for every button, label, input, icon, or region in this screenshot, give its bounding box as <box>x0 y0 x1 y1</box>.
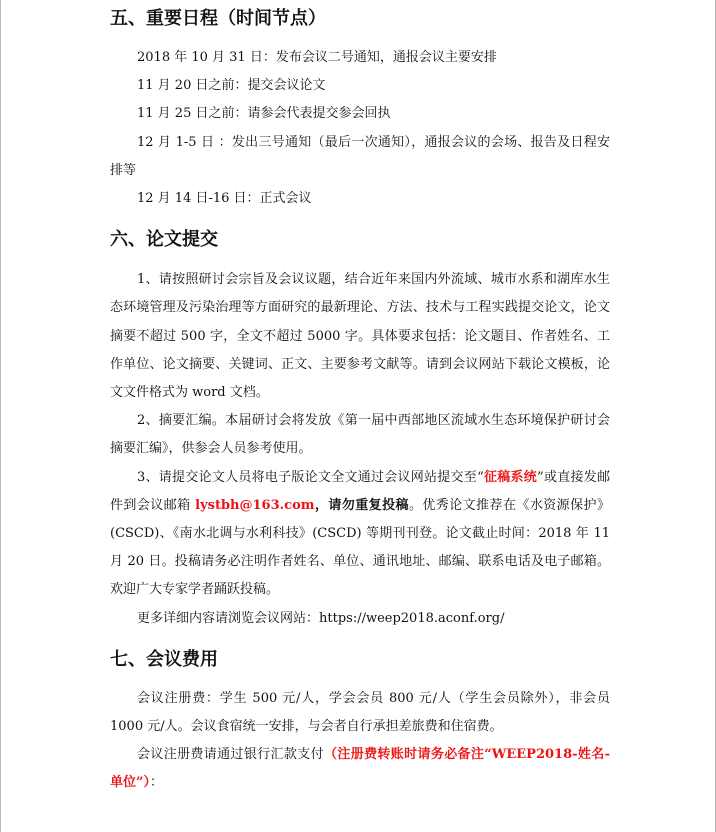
fee-paragraph-1: 会议注册费：学生 500 元/人，学会会员 800 元/人（学生会员除外），非会员 1000 元/人。会议食宿统一安排，与会者自行承担差旅费和住宿费。 <box>110 690 610 735</box>
schedule-item: 12 月 1-5 日 ：发出三号通知（最后一次通知），通报会议的会场、报告及日程安排等 <box>110 134 610 178</box>
p3-text-pre: 3、请提交论文人员将电子版论文全文通过会议网站提交至“ <box>137 469 484 485</box>
conference-fees <box>110 685 610 798</box>
section-5-heading: 五、重要日程（时间节点） <box>110 8 326 29</box>
schedule-list <box>110 44 610 213</box>
schedule-item: 2018 年 10 月 31 日：发布会议二号通知，通报会议主要安排 <box>137 50 497 65</box>
fee-paragraph-2 <box>110 741 610 797</box>
conference-website-line: 更多详细内容请浏览会议网站：https://weep2018.aconf.org/ <box>137 610 505 626</box>
p3-text-mid: ”或直接发邮件到会议邮箱 <box>110 469 610 513</box>
page-left-edge <box>0 0 1 832</box>
p3-text-post: 。优秀论文推荐在《水资源保护》(CSCD)、《南水北调与水利科技》(CSCD) 等期刊刊登。论文截止时间：2018 年 11 月 20 日。投稿请务必注明作者姓名、单位、通讯地址、邮编、联系电话及电子邮箱。欢迎广大专家学者踊跃投稿。 <box>110 497 610 598</box>
schedule-item: 12 月 14 日-16 日：正式会议 <box>137 191 312 207</box>
no-duplicate-warning: 请勿重复投稿 <box>328 497 409 513</box>
schedule-item: 11 月 25 日之前：请参会代表提交参会回执 <box>137 106 391 122</box>
p2-text-pre: 会议注册费请通过银行汇款支付 <box>137 747 324 763</box>
document-body <box>110 0 610 798</box>
submission-system-link[interactable]: 征稿系统 <box>483 469 538 485</box>
transfer-remark-note: （注册费转账时请务必备注“WEEP2018-姓名-单位”） <box>110 747 610 791</box>
section-7-heading: 七、会议费用 <box>110 648 218 670</box>
submission-paragraph-3 <box>110 464 610 605</box>
section-6-heading: 六、论文提交 <box>110 229 218 251</box>
submission-paragraph-2: 2、摘要汇编。本届研讨会将发放《第一届中西部地区流域水生态环境保护研讨会摘要汇编》，供参会人员参考使用。 <box>110 413 610 457</box>
conference-email[interactable]: lystbh@163.com <box>195 497 315 513</box>
schedule-item: 11 月 20 日之前：提交会议论文 <box>137 78 326 94</box>
submission-paragraph-1: 1、请按照研讨会宗旨及会议议题，结合近年来国内外流域、城市水系和湖库水生态环境管理及污染治理等方面研究的最新理论、方法、技术与工程实践提交论文，论文摘要不超过 500 字，全文不超过 5000 字。具体要求包括：论文题目、作者姓名、工作单位、论文摘要、关键词、正文、主要参考文献等。请到会议网站下载论文模板，论文文件格式为 word 文档。 <box>110 272 610 401</box>
p3-comma: ， <box>314 497 329 513</box>
paper-submission <box>110 266 610 633</box>
p2-text-post: ： <box>149 775 163 791</box>
